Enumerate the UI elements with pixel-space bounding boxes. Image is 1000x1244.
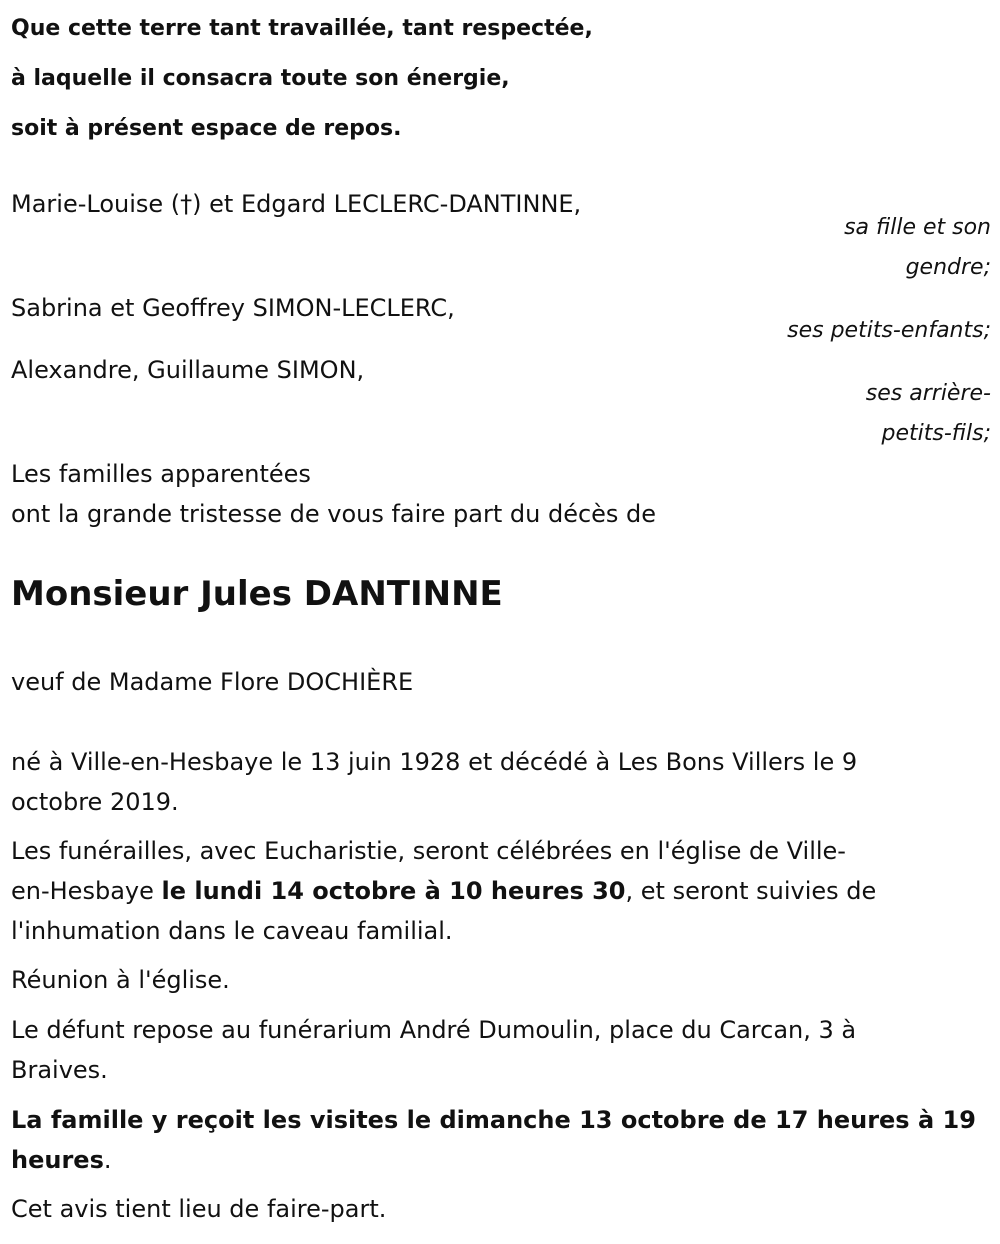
visits-paragraph bbox=[11, 1100, 991, 1180]
paragraph-line bbox=[11, 871, 991, 911]
epitaph bbox=[11, 4, 593, 154]
paragraph-line: Braives. bbox=[11, 1056, 108, 1084]
epitaph-line: Que cette terre tant travaillée, tant respectée, bbox=[11, 16, 593, 41]
text-run: en-Hesbaye bbox=[11, 877, 162, 905]
paragraph-line: La famille y reçoit les visites le dimanche 13 octobre de 17 heures à 19 bbox=[11, 1106, 976, 1134]
relation-line: ses petits-enfants; bbox=[787, 318, 991, 343]
notice-line: Cet avis tient lieu de faire-part. bbox=[11, 1195, 387, 1223]
obituary-notice bbox=[11, 0, 991, 1244]
relation-grandchildren bbox=[787, 311, 991, 351]
paragraph-line: Les funérailles, avec Eucharistie, seront célébrées en l'église de Ville- bbox=[11, 837, 846, 865]
paragraph-line: octobre 2019. bbox=[11, 788, 179, 816]
family-names-grandchildren: Sabrina et Geoffrey SIMON-LECLERC, bbox=[11, 294, 455, 322]
rest-paragraph bbox=[11, 1010, 991, 1090]
paragraph-line bbox=[11, 1140, 991, 1180]
relation-daughter bbox=[844, 208, 991, 288]
family-names-daughter: Marie-Louise (†) et Edgard LECLERC-DANTINNE, bbox=[11, 190, 582, 218]
relation-line: gendre; bbox=[905, 255, 991, 280]
birth-death-paragraph bbox=[11, 742, 991, 822]
family-names-great-grandchildren: Alexandre, Guillaume SIMON, bbox=[11, 356, 365, 384]
widower-of: veuf de Madame Flore DOCHIÈRE bbox=[11, 668, 414, 696]
funeral-paragraph bbox=[11, 831, 991, 951]
epitaph-line: à laquelle il consacra toute son énergie, bbox=[11, 66, 510, 91]
relation-line: sa fille et son bbox=[844, 215, 991, 240]
meeting-note: Réunion à l'église. bbox=[11, 966, 230, 994]
announcement-line: Les familles apparentées bbox=[11, 460, 311, 488]
relation-line: ses arrière- bbox=[865, 381, 991, 406]
text-run: . bbox=[103, 1146, 112, 1174]
paragraph-line: l'inhumation dans le caveau familial. bbox=[11, 917, 453, 945]
announcement-line: ont la grande tristesse de vous faire part du décès de bbox=[11, 500, 657, 528]
paragraph-line: né à Ville-en-Hesbaye le 13 juin 1928 et décédé à Les Bons Villers le 9 bbox=[11, 748, 858, 776]
funeral-date-time: le lundi 14 octobre à 10 heures 30 bbox=[161, 877, 626, 905]
text-run: , et seront suivies de bbox=[625, 877, 877, 905]
epitaph-line: soit à présent espace de repos. bbox=[11, 116, 402, 141]
relation-great-grandchildren bbox=[866, 374, 991, 454]
deceased-name: Monsieur Jules DANTINNE bbox=[11, 574, 503, 614]
text-run: heures bbox=[11, 1146, 104, 1174]
relation-line: petits-fils; bbox=[881, 421, 991, 446]
paragraph-line: Le défunt repose au funérarium André Dumoulin, place du Carcan, 3 à bbox=[11, 1016, 857, 1044]
